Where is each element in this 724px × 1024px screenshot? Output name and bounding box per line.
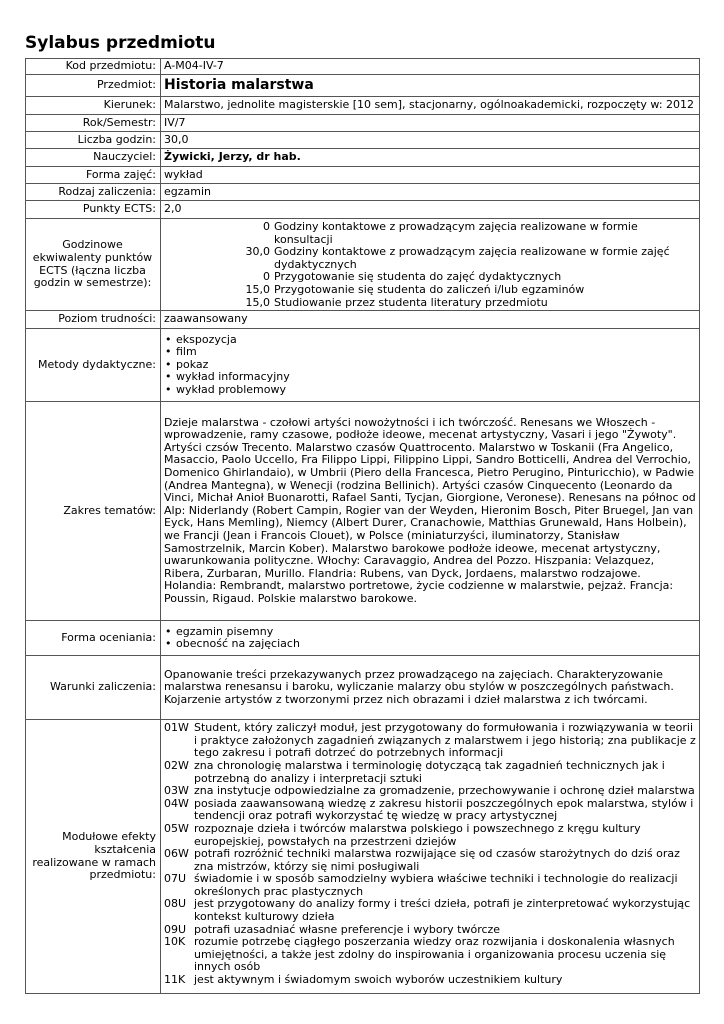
ects-text: Godziny kontaktowe z prowadzącym zajęcia realizowane w formie zajęć dydaktycznych (274, 245, 670, 271)
list-item: • pokaz (164, 359, 696, 372)
effect-code: 10K (164, 935, 186, 949)
label-efekty: Modułowe efekty kształcenia realizowane w ramach przedmiotu: (26, 720, 161, 994)
effect-text: potrafi rozróżnić techniki malarstwa rozwijające się od czasów starożytnych do dziś oraz zna mistrzów, którzy się nimi posługiwali (194, 847, 680, 873)
effect-code: 05W (164, 821, 189, 835)
label-warunki: Warunki zaliczenia: (26, 656, 161, 720)
effect-code: 07U (164, 872, 187, 886)
row-kierunek (26, 97, 700, 115)
value-ekwiwalenty (161, 219, 700, 311)
row-zakres (26, 402, 700, 621)
value-rodzaj: egzamin (161, 184, 700, 201)
ects-text: Przygotowanie się studenta do zaliczeń i/lub egzaminów (274, 282, 585, 296)
row-rok (26, 115, 700, 132)
label-kod: Kod przedmiotu: (26, 59, 161, 75)
label-nauczyciel: Nauczyciel: (26, 149, 161, 167)
value-godziny: 30,0 (161, 132, 700, 149)
effect-text: rozpoznaje dzieła i twórców malarstwa polskiego i powszechnego z kręgu kultury europejskiej, powstałych na przestrzeni dziejów (194, 821, 641, 848)
effect-text: świadomie i w sposób samodzielny wybiera właściwe techniki i technologie do realizacji określonych prac plastycznych (194, 872, 678, 898)
effect-item (164, 785, 696, 798)
list-item: • egzamin pisemny (164, 626, 696, 639)
row-nauczyciel (26, 149, 700, 167)
effect-item (164, 974, 696, 987)
row-przedmiot (26, 75, 700, 97)
metody-list (164, 334, 696, 397)
effect-item (164, 898, 696, 923)
effect-text: rozumie potrzebę ciągłego poszerzania wiedzy oraz rozwijania i doskonalenia własnych umiejętności, a także jest zdolny do inspirowania i organizowania procesu uczenia się innych osób (194, 935, 675, 974)
value-ocenianie (161, 621, 700, 656)
label-forma-zajec: Forma zajęć: (26, 167, 161, 184)
label-rodzaj: Rodzaj zaliczenia: (26, 184, 161, 201)
ects-text: Studiowanie przez studenta literatury przedmiotu (274, 295, 548, 309)
effect-text: potrafi uzasadniać własne preferencje i wybory twórcze (194, 922, 501, 936)
row-rodzaj (26, 184, 700, 201)
ects-hours: 0 (263, 270, 270, 284)
effect-text: zna chronologię malarstwa i terminologię dotyczącą tak zagadnień technicznych jak i potrzebną do analizy i interpretacji sztuki (194, 758, 665, 785)
page-title: Sylabus przedmiotu (25, 33, 216, 53)
value-przedmiot: Historia malarstwa (161, 75, 700, 97)
list-item: • wykład problemowy (164, 384, 696, 397)
value-rok: IV/7 (161, 115, 700, 132)
effect-item (164, 798, 696, 823)
effect-item (164, 848, 696, 873)
label-zakres: Zakres tematów: (26, 402, 161, 621)
value-warunki (161, 656, 700, 720)
effect-text: posiada zaawansowaną wiedzę z zakresu historii poszczególnych epok malarstwa, stylów i tendencji oraz potrafi wykorzystać tę wiedzę w pracy artystycznej (194, 796, 694, 823)
value-nauczyciel: Żywicki, Jerzy, dr hab. (161, 149, 700, 167)
value-zakres (161, 402, 700, 621)
effect-item (164, 722, 696, 760)
effect-item (164, 760, 696, 785)
ects-hours: 30,0 (245, 245, 270, 259)
effect-code: 09U (164, 922, 187, 936)
ocenianie-list (164, 626, 696, 651)
label-godziny: Liczba godzin: (26, 132, 161, 149)
value-ects: 2,0 (161, 201, 700, 219)
row-godziny (26, 132, 700, 149)
effect-text: jest aktywnym i świadomym swoich wyborów uczestnikiem kultury (194, 973, 563, 987)
row-efekty (26, 720, 700, 994)
warunki-text: Opanowanie treści przekazywanych przez prowadzącego na zajęciach. Charakteryzowanie malarstwa renesansu i baroku, wyliczanie malarzy obu stylów w poszczególnych państwach. Kojarzenie artystów z tworzonymi przez nich obrazami i dzieł malarstwa z ich twórcami. (164, 667, 674, 706)
effect-code: 08U (164, 897, 187, 911)
ects-item (164, 221, 696, 246)
ects-text: Godziny kontaktowe z prowadzącym zajęcia realizowane w formie konsultacji (274, 220, 638, 246)
ects-hours: 15,0 (245, 282, 270, 296)
value-forma-zajec: wykład (161, 167, 700, 184)
list-item: • ekspozycja (164, 334, 696, 347)
value-kod: A-M04-IV-7 (161, 59, 700, 75)
label-poziom: Poziom trudności: (26, 311, 161, 329)
ects-hours: 0 (263, 220, 270, 233)
list-item: • film (164, 346, 696, 359)
effect-item (164, 873, 696, 898)
syllabus-table (25, 58, 700, 994)
row-forma-zajec (26, 167, 700, 184)
label-ects: Punkty ECTS: (26, 201, 161, 219)
label-przedmiot: Przedmiot: (26, 75, 161, 97)
effect-code: 06W (164, 847, 189, 861)
value-kierunek: Malarstwo, jednolite magisterskie [10 sem], stacjonarny, ogólnoakademicki, rozpoczęty w: 2012 (161, 97, 700, 115)
row-ects (26, 201, 700, 219)
effect-code: 02W (164, 758, 189, 772)
row-warunki (26, 656, 700, 720)
value-metody (161, 329, 700, 402)
effect-text: zna instytucje odpowiedzialne za gromadzenie, przechowywanie i ochronę dzieł malarstwa (194, 784, 695, 798)
label-metody: Metody dydaktyczne: (26, 329, 161, 402)
effect-code: 04W (164, 796, 189, 810)
row-ocenianie (26, 621, 700, 656)
effect-item (164, 823, 696, 848)
effect-code: 01W (164, 721, 189, 735)
label-ocenianie: Forma oceniania: (26, 621, 161, 656)
value-poziom: zaawansowany (161, 311, 700, 329)
effect-text: jest przygotowany do analizy formy i treści dzieła, potrafi je zinterpretować wykorzystując kontekst kulturowy dzieła (194, 897, 691, 924)
list-item: • wykład informacyjny (164, 371, 696, 384)
row-poziom (26, 311, 700, 329)
label-rok: Rok/Semestr: (26, 115, 161, 132)
effect-text: Student, który zaliczył moduł, jest przygotowany do formułowania i rozwiązywania w teorii i praktyce założonych zagadnień związanych z malarstwem i jego historią; zna publikacje z tego zakresu i potrafi dotrzeć do potrzebnych informacji (194, 721, 696, 760)
ects-item (164, 297, 696, 310)
row-kod (26, 59, 700, 75)
row-ekwiwalenty (26, 219, 700, 311)
list-item: • obecność na zajęciach (164, 638, 696, 651)
ects-item (164, 246, 696, 271)
value-efekty (161, 720, 700, 994)
label-kierunek: Kierunek: (26, 97, 161, 115)
effect-code: 03W (164, 784, 189, 798)
ects-text: Przygotowanie się studenta do zajęć dydaktycznych (274, 270, 562, 284)
effect-code: 11K (164, 973, 186, 987)
row-metody (26, 329, 700, 402)
ects-item (164, 284, 696, 297)
ects-hours: 15,0 (245, 295, 270, 309)
zakres-text: Dzieje malarstwa - czołowi artyści nowożytności i ich twórczość. Renesans we Włoszech - wprowadzenie, ramy czasowe, podłoże ideowe, mecenat artystyczny, Vasari i jego "Żywoty". Artyści czsów Trecento. Malarstwo czasów Quattrocento. Malarstwo w Toskanii (Fra Angelico, Masaccio, Paolo Uccello, Fra Filippo Lippi, Filippino Lippi, Sandro Botticelli, Andrea del Verrochio, Domenico Ghirlandaio), w Umbrii (Piero della Francesca, Pietro Perugino, Pinturicchio), w Padwie (Andrea Mantegna), w Wenecji (rodzina Bellinich). Artyści czasów Cinquecento (Leonardo da Vinci, Michał Anioł Buonarotti, Rafael Santi, Tycjan, Giorgione, Veronese). Renesans na północ od Alp: Niderlandy (Robert Campin, Rogier van der Weyden, Hieronim Bosch, Piter Bruegel, Jan van Eyck, Hans Memling), Niemcy (Albert Durer, Cranachowie, Matthias Grunewald, Hans Holbein), we Francji (Jean i Francois Clouet), w Polsce (miniaturzyści, iluminatorzy, Stanisław Samostrzelnik, Marcin Kober). Malarstwo barokowe podłoże ideowe, mecenat artystyczny, uwarunkowania polityczne. Włochy: Caravaggio, Andrea del Pozzo. Hiszpania: Velazquez, Ribera, Zurbaran, Murillo. Flandria: Rubens, van Dyck, Jordaens, malarstwo rodzajowe. Holandia: Rembrandt, malarstwo portretowe, życie codzienne w malarstwie, pejzaż. Francja: Poussin, Rigaud. Polskie malarstwo barokowe. (164, 415, 696, 606)
label-ekwiwalenty: Godzinowe ekwiwalenty punktów ECTS (łączna liczba godzin w semestrze): (26, 219, 161, 311)
effect-item (164, 936, 696, 974)
